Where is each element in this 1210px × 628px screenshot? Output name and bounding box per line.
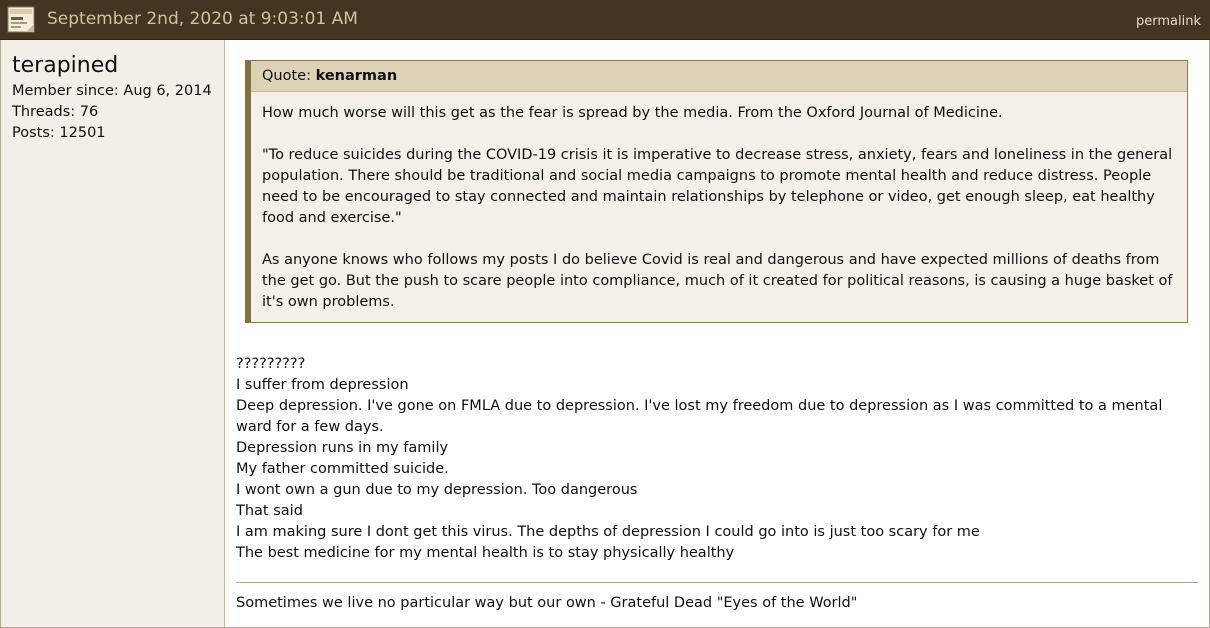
user-panel xyxy=(1,40,225,627)
permalink-link[interactable]: permalink xyxy=(1136,14,1201,29)
quote-label: Quote: xyxy=(262,68,311,84)
member-since: Member since: Aug 6, 2014 xyxy=(12,83,212,99)
post-header xyxy=(0,0,1210,40)
quote-paragraph: How much worse will this get as the fear is spread by the media. From the Oxford Journal of Medicine. xyxy=(262,105,1003,121)
post-content xyxy=(225,40,1209,627)
post-count: Posts: 12501 xyxy=(12,125,106,141)
quote-header xyxy=(251,61,1187,92)
post-line: My father committed suicide. xyxy=(236,461,449,477)
post-line: I am making sure I dont get this virus. The depths of depression I could go into is just too scary for me xyxy=(236,524,980,540)
post-document-icon xyxy=(7,6,37,34)
post-line: I wont own a gun due to my depression. Too dangerous xyxy=(236,482,638,498)
post-date: September 2nd, 2020 at 9:03:01 AM xyxy=(47,9,358,29)
post-line: Depression runs in my family xyxy=(236,440,449,456)
post-line: That said xyxy=(236,503,303,519)
post-line: The best medicine for my mental health is to stay physically healthy xyxy=(236,545,735,561)
post-line: Deep depression. I've gone on FMLA due to depression. I've lost my freedom due to depression as I was committed to a mental ward for a few days. xyxy=(236,398,1163,435)
quote-paragraph: "To reduce suicides during the COVID-19 crisis it is imperative to decrease stress, anxiety, fears and loneliness in the general population. There should be traditional and social media campaigns to promote mental health and reduce distress. People need to be encouraged to stay connected and maintain relationships by telephone or video, get enough sleep, eat healthy food and exercise." xyxy=(262,147,1173,226)
quote-paragraph: As anyone knows who follows my posts I do believe Covid is real and dangerous and have expected millions of deaths from the get go. But the push to scare people into compliance, much of it created for political reasons, is causing a huge basket of it's own problems. xyxy=(262,252,1173,310)
thread-count: Threads: 76 xyxy=(12,104,99,120)
quote-author: kenarman xyxy=(315,68,398,84)
signature: Sometimes we live no particular way but our own - Grateful Dead "Eyes of the World" xyxy=(236,595,858,611)
signature-divider xyxy=(236,582,1198,583)
post-text xyxy=(236,354,1198,564)
username[interactable]: terapined xyxy=(12,53,119,78)
post-line: ????????? xyxy=(236,356,306,372)
quote-body xyxy=(251,92,1187,313)
post-body xyxy=(0,40,1210,628)
post-line: I suffer from depression xyxy=(236,377,409,393)
quote-block xyxy=(245,60,1188,323)
